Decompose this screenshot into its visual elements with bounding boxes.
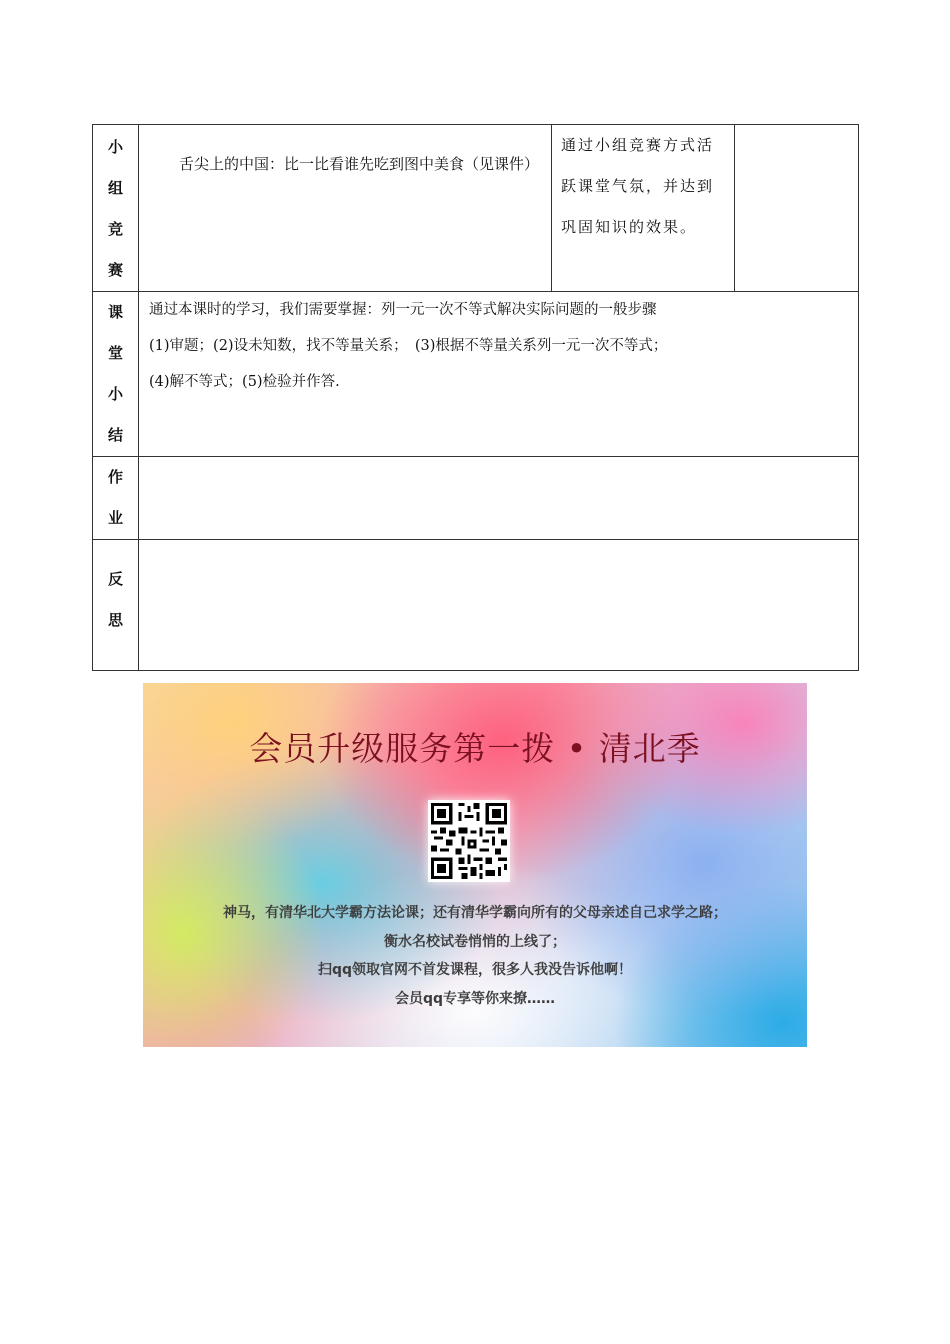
label-char: 课 [107,303,123,321]
table-row-homework [93,457,859,540]
table-row-group-competition [93,125,859,292]
summary-line: 通过本课时的学习，我们需要掌握：列一元一次不等式解决实际问题的一般步骤 [149,302,657,318]
promo-title: 会员升级服务第一拨 • 清北季 [249,729,701,768]
promo-banner [143,683,807,1047]
row-label-reflection [93,540,139,671]
row-label-group-competition [93,125,139,292]
table-row-reflection [93,540,859,671]
row-label-summary [93,292,139,457]
row-label-homework [93,457,139,540]
promo-text [143,899,807,1013]
activity-cell [139,125,552,292]
qr-code-icon[interactable] [428,800,510,882]
purpose-text: 通过小组竞赛方式活跃课堂气氛，并达到巩固知识的效果。 [561,136,715,236]
label-char: 反 [107,570,123,588]
activity-text: 舌尖上的中国：比一比看谁先吃到图中美食（见课件） [179,155,540,173]
label-char: 赛 [107,261,123,279]
lesson-plan-table [92,124,859,671]
homework-cell [139,457,859,540]
summary-cell [139,292,859,457]
notes-cell [735,125,859,292]
label-char: 组 [107,179,123,197]
label-char: 小 [107,138,123,156]
label-char: 思 [107,611,123,629]
promo-line: 衡水名校试卷悄悄的上线了； [384,933,566,950]
promo-line: 神马，有清华北大学霸方法论课；还有清华学霸向所有的父母亲述自己求学之路； [223,905,727,921]
qr-code-graphic [431,803,507,879]
summary-text [139,292,858,400]
reflection-cell [139,540,859,671]
label-char: 结 [107,426,123,444]
label-char: 作 [107,468,123,486]
summary-line: (1)审题；(2)设未知数，找不等量关系； (3)根据不等量关系列一元一次不等式； [149,338,668,354]
summary-line: (4)解不等式；(5)检验并作答. [149,374,340,390]
promo-line: 会员qq专享等你来撩…… [394,990,556,1007]
promo-line: 扫qq领取官网不首发课程，很多人我没告诉他啊！ [317,962,633,978]
label-char: 业 [107,509,123,527]
label-char: 竞 [107,220,123,238]
label-char: 小 [107,385,123,403]
purpose-cell [552,125,735,292]
table-row-summary [93,292,859,457]
label-char: 堂 [107,344,123,362]
